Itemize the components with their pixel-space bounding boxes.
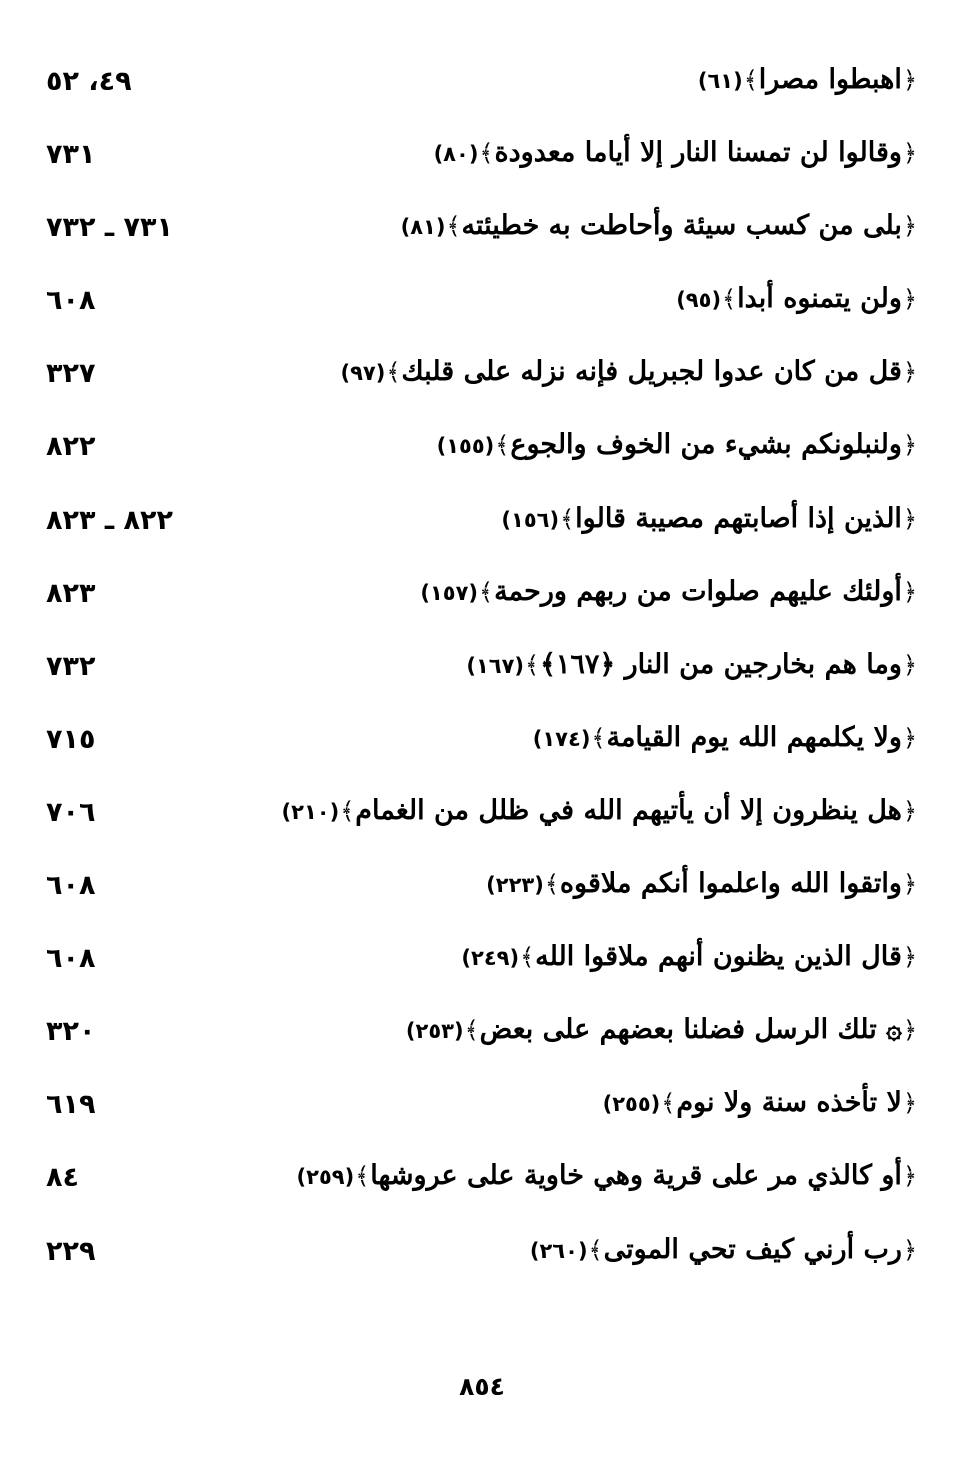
ayah-number: (١٧٤)	[532, 726, 591, 751]
ayah-number: (١٥٦)	[501, 507, 560, 532]
ayah-number: (٩٧)	[340, 361, 386, 386]
page-references: ٨٢٢ ـ ٨٢٣	[46, 504, 173, 536]
verse-quote	[282, 789, 918, 834]
ayah-number: (٢٢٣)	[486, 873, 544, 898]
index-entry	[0, 125, 964, 198]
page-references: ٦٠٨	[46, 870, 96, 902]
page-references: ٨٢٢	[46, 431, 96, 463]
ornament-open: ﴿	[902, 1235, 917, 1264]
ayah-number: (٨٠)	[433, 142, 479, 167]
index-entry	[0, 198, 964, 271]
page-references: ٨٤	[46, 1162, 79, 1194]
ornament-open: ﴿	[902, 212, 917, 241]
verse-text: أولئك عليهم صلوات من ربهم ورحمة	[494, 575, 902, 607]
ayah-number: (٢٦٠)	[529, 1238, 588, 1263]
ayah-number: (١٥٧)	[420, 580, 479, 605]
verse-quote	[420, 570, 918, 615]
index-entry	[0, 1222, 964, 1295]
ornament-close: ﴾	[355, 1162, 370, 1191]
ornament-close: ﴾	[544, 870, 559, 899]
ayah-number: (٩٥)	[676, 288, 722, 313]
ornament-close: ﴾	[520, 943, 535, 972]
page-references: ٧١٥	[46, 723, 96, 755]
ornament-close: ﴾	[479, 577, 494, 606]
index-entry	[0, 710, 964, 783]
verse-text: رب أرني كيف تحي الموتى	[603, 1233, 902, 1265]
index-entry	[0, 1002, 964, 1075]
ornament-close: ﴾	[722, 285, 737, 314]
index-entry	[0, 1148, 964, 1221]
page-references: ٧٣٢	[46, 650, 96, 682]
ornament-open: ﴿	[902, 358, 917, 387]
index-entry	[0, 783, 964, 856]
ornament-close: ﴾	[560, 504, 575, 533]
verse-text: قال الذين يظنون أنهم ملاقوا الله	[535, 941, 902, 973]
page-references: ٦١٩	[46, 1089, 96, 1121]
index-entry	[0, 491, 964, 564]
page-references: ٢٢٩	[46, 1235, 96, 1267]
page-references: ٧٣١	[46, 139, 96, 171]
page-references: ٦٠٨	[46, 285, 96, 317]
verse-quote	[297, 1154, 918, 1199]
ornament-open: ﴿	[902, 1162, 917, 1191]
verse-quote	[486, 862, 918, 907]
ornament-close: ﴾	[464, 1016, 479, 1045]
ornament-open: ﴿	[902, 723, 917, 752]
ornament-open: ﴿	[902, 870, 917, 899]
verse-text: ولنبلونكم بشيء من الخوف والجوع	[510, 429, 902, 461]
page-number: ٨٥٤	[459, 1372, 505, 1401]
verse-index-list	[0, 52, 964, 1295]
ornament-close: ﴾	[479, 139, 494, 168]
ornament-open: ﴿	[902, 796, 917, 825]
page-references: ٦٠٨	[46, 943, 96, 975]
index-entry	[0, 929, 964, 1002]
verse-quote	[698, 58, 918, 103]
ornament-open: ﴿	[902, 577, 917, 606]
ornament-close: ﴾	[661, 1089, 676, 1118]
verse-text: لا تأخذه سنة ولا نوم	[676, 1087, 902, 1119]
verse-quote	[401, 204, 918, 249]
ornament-close: ﴾	[386, 358, 401, 387]
page-references: ٤٩، ٥٢	[46, 66, 132, 97]
verse-text: وما هم بخارجين من النار ﴿١٦٧﴾	[540, 648, 902, 680]
index-entry	[0, 637, 964, 710]
verse-quote	[533, 716, 918, 761]
ornament-close: ﴾	[525, 650, 540, 679]
verse-text: أو كالذي مر على قرية وهي خاوية على عروشها	[370, 1160, 902, 1192]
ornament-open: ﴿	[902, 1089, 917, 1118]
ornament-open: ﴿	[902, 1016, 917, 1045]
ornament-open: ﴿	[902, 139, 917, 168]
ayah-number: (٢٥٥)	[602, 1092, 661, 1117]
ornament-open: ﴿	[902, 504, 917, 533]
verse-quote	[466, 643, 918, 688]
verse-quote	[530, 1228, 918, 1273]
verse-text: بلى من كسب سيئة وأحاطت به خطيئته	[461, 210, 902, 242]
ornament-close: ﴾	[495, 431, 510, 460]
verse-quote	[501, 497, 918, 542]
index-entry	[0, 1075, 964, 1148]
verse-quote	[603, 1081, 918, 1126]
ornament-close: ﴾	[446, 212, 461, 241]
verse-text: قل من كان عدوا لجبريل فإنه نزله على قلبك	[401, 356, 902, 388]
ayah-number: (٢٥٣)	[405, 1019, 464, 1044]
ayah-number: (٨١)	[400, 215, 446, 240]
verse-quote	[676, 277, 918, 322]
verse-text: ولن يتمنوه أبدا	[737, 283, 902, 315]
ornament-close: ﴾	[340, 796, 355, 825]
ornament-open: ﴿	[902, 943, 917, 972]
ayah-number: (٢٥٩)	[296, 1165, 355, 1190]
ayah-number: (٢١٠)	[281, 799, 340, 824]
index-entry	[0, 564, 964, 637]
index-entry	[0, 344, 964, 417]
page-references: ٨٢٣	[46, 577, 96, 609]
verse-text: وقالوا لن تمسنا النار إلا أياما معدودة	[494, 137, 902, 169]
verse-quote	[461, 935, 918, 980]
ayah-number: (٢٤٩)	[461, 946, 520, 971]
verse-text: ۞ تلك الرسل فضلنا بعضهم على بعض	[479, 1014, 902, 1046]
verse-text: واتقوا الله واعلموا أنكم ملاقوه	[559, 868, 902, 900]
page-references: ٧٠٦	[46, 796, 96, 828]
ornament-close: ﴾	[591, 723, 606, 752]
ayah-number: (١٦٧)	[466, 653, 525, 678]
verse-quote	[406, 1008, 918, 1053]
page-references: ٧٣١ ـ ٧٣٢	[46, 212, 173, 244]
index-entry	[0, 271, 964, 344]
ornament-open: ﴿	[902, 285, 917, 314]
ornament-close: ﴾	[743, 66, 758, 94]
verse-text: هل ينظرون إلا أن يأتيهم الله في ظلل من الغمام	[355, 794, 902, 826]
verse-quote	[341, 350, 919, 395]
ayah-number: (١٥٥)	[436, 434, 495, 459]
verse-text: اهبطوا مصرا	[758, 64, 902, 95]
verse-text: ولا يكلمهم الله يوم القيامة	[606, 721, 902, 753]
index-entry	[0, 417, 964, 490]
verse-quote	[434, 131, 918, 176]
page-references: ٣٢٠	[46, 1016, 96, 1048]
ornament-open: ﴿	[902, 66, 917, 94]
index-entry	[0, 52, 964, 125]
verse-text: الذين إذا أصابتهم مصيبة قالوا	[575, 502, 902, 534]
page-references: ٣٢٧	[46, 358, 96, 390]
verse-quote	[437, 423, 918, 468]
index-entry	[0, 856, 964, 929]
ornament-open: ﴿	[902, 650, 917, 679]
ornament-close: ﴾	[588, 1235, 603, 1264]
ornament-open: ﴿	[902, 431, 917, 460]
ayah-number: (٦١)	[697, 69, 743, 93]
